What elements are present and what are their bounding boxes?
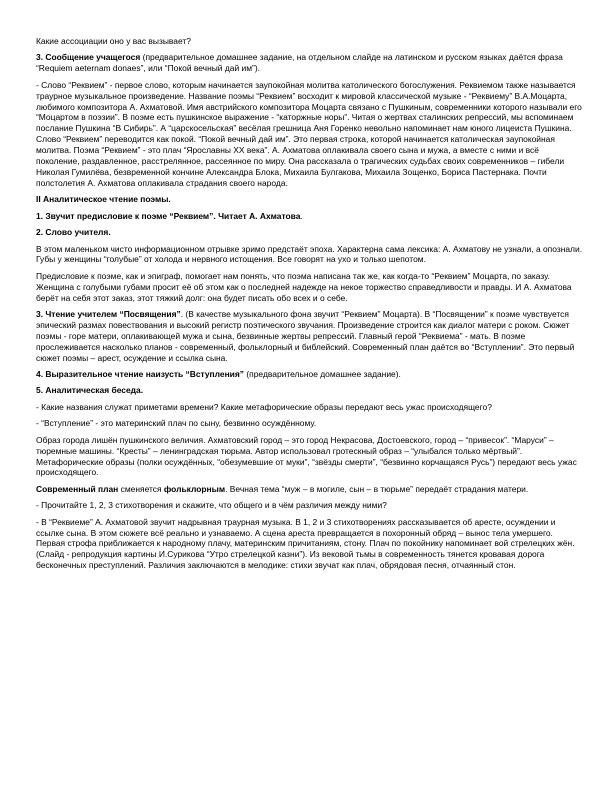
bold-text-run: 1. Звучит предисловие к поэме “Реквием”. Читает А. Ахматова: [36, 210, 301, 221]
bold-text-run: 3. Чтение учителем “Посвящения”: [36, 309, 181, 320]
text-run: - “Вступление” - это материнский плач по сыну, безвинно осуждённому.: [36, 418, 317, 429]
text-run: В этом маленьком чисто информационном отрывке зримо предстаёт эпоха. Характерна сама лексика: А. Ахматову не узнали, а опознали. Губы у женщины “голубые” от холода и нервного истощения. Все говорят на ухо и только шепотом.: [36, 243, 583, 265]
document-body: [36, 36, 584, 577]
paragraph: [36, 309, 584, 364]
paragraph: [36, 418, 584, 429]
paragraph: [36, 484, 584, 495]
bold-text-run: 4. Выразительное чтение наизусть “Вступления”: [36, 369, 245, 380]
text-run: - В “Реквиеме” А. Ахматовой звучит надрывная траурная музыка. В 1, 2 и 3 стихотворениях рассказывается об аресте, осуждении и ссылке сына. В этом сюжете всё реально и узнаваемо. А сцена ареста превращается в похоронный обряд – вынос тела умершего. Первая строфа приближается к народному плачу, материнским причитаниям, стону. Плач по покойнику напоминает вой стрелецких жён. (Слайд - репродукция картины И.Сурикова “Утро стрелецкой казни”). Из вековой тьмы в современность тянется кровавая дорога бесконечных преступлений. Различия заключаются в мелодике: стихи звучат как плач, обрядовая песня, отчаянный стон.: [36, 516, 575, 571]
text-run: - Слово “Реквием” - первое слово, которым начинается заупокойная молитва католического богослужения. Реквиемом также называется траурное музыкальное произведение. Название поэмы “Реквием” восходит к мировой классической музыке - “Реквиему” В.А.Моцарта, любимого композитора А. Ахматовой. Имя австрийского композитора Моцарта связано с Пушкиным, современники которого называли его “Моцартом в поэзии”. В поэме есть пушкинское выражение - “каторжные норы”. Читая о жертвах сталинских репрессий, мы вспоминаем послание Пушкина “В Сибирь”. А “царскосельская” весёлая грешница Аня Горенко невольно напоминает нам юного лицеиста Пушкина. Слово “Реквием” переводится как покой. “Покой вечный дай им”. Это первая строка, которой начинается католическая заупокойная молитва. Поэма “Реквием” - это плач “Ярославны XX века”. А. Ахматова оплакивала своего сына и мужа, а вместе с ними и всё поколение, раздавленное, расстрелянное, рассеянное по миру. Она рассказала о трагических судьбах своих современников – гибели Николая Гумилёва, безвременной кончине Александра Блока, Михаила Булгакова, Михаила Зощенко, Бориса Пастернака. Почти полстолетия А. Ахматова оплакивала страдания своего народа.: [36, 79, 582, 188]
paragraph: [36, 52, 584, 74]
paragraph: [36, 369, 584, 380]
paragraph: [36, 385, 584, 396]
paragraph: [36, 435, 584, 479]
paragraph: [36, 500, 584, 511]
bold-text-run: 2. Слово учителя.: [36, 227, 111, 238]
text-run: - Прочитайте 1, 2, 3 стихотворения и скажите, что общего и в чём различия между ними?: [36, 500, 387, 511]
bold-text-run: 3. Сообщение учащегося: [36, 52, 141, 63]
text-run: (предварительное домашнее задание, на отдельном слайде на латинском и русском языках даётся фраза “Requiem aeternam donaes”, или “Покой вечный дай им”).: [36, 52, 563, 74]
bold-text-run: фольклорным: [163, 483, 226, 494]
text-run: сменяется: [118, 483, 164, 494]
paragraph: [36, 80, 584, 189]
text-run: Образ города лишён пушкинского величия. Ахматовский город – это город Некрасова, Достоевского, город – “привесок”. “Маруси” – тюремные машины. “Кресты” – ленинградская тюрьма. Автор использовал гротескный образ – “улыбался только мёртвый”. Метафорические образы (полки осуждённых, “обезумевшие от муки”, “звёзды смерти”, “безвинно корчащаяся Русь”) передают весь ужас происходящего.: [36, 434, 577, 478]
paragraph: [36, 402, 584, 413]
paragraph: [36, 194, 584, 205]
bold-text-run: II Аналитическое чтение поэмы.: [36, 194, 171, 205]
paragraph: [36, 517, 584, 572]
text-run: . (В качестве музыкального фона звучит “Реквием” Моцарта). В “Посвящении” к поэме чувствуется эпический размах повествования и высокий регистр поэтического звучания. Произведение строится как диалог матери с роком. Сюжет поэмы - горе матери, оплакивающей мужа и сына, безвинные жертвы репрессий. Главный герой “Реквиема” - мать. В поэме прослеживается насколько планов - современный, фольклорный и библейский. Современный план даётся во “Вступлении”. Это первый сюжет поэмы – арест, осуждение и ссылка сына.: [36, 309, 575, 363]
paragraph: [36, 227, 584, 238]
text-run: (предварительное домашнее задание).: [244, 369, 401, 380]
text-run: .: [300, 210, 303, 221]
text-run: - Какие названия служат приметами времени? Какие метафорические образы передают весь ужас происходящего?: [36, 401, 492, 412]
paragraph: [36, 36, 584, 47]
bold-text-run: Современный план: [36, 483, 119, 494]
text-run: Предисловие к поэме, как и эпиграф, помогает нам понять, что поэма написана так же, как когда-то “Реквием” Моцарта, по заказу. Женщина с голубыми губами просит её об этом как о последней надежде на некое торжество справедливости и правды. И А. Ахматова берёт на себя этот заказ, этот тяжкий долг: она будет писать обо всех и о себе.: [36, 270, 572, 303]
paragraph: [36, 244, 584, 266]
paragraph: [36, 271, 584, 304]
bold-text-run: 5. Аналитическая беседа.: [36, 385, 144, 396]
paragraph: [36, 211, 584, 222]
text-run: . Вечная тема “муж – в могиле, сын – в тюрьме” передаёт страдания матери.: [225, 483, 529, 494]
text-run: Какие ассоциации оно у вас вызывает?: [36, 36, 191, 46]
